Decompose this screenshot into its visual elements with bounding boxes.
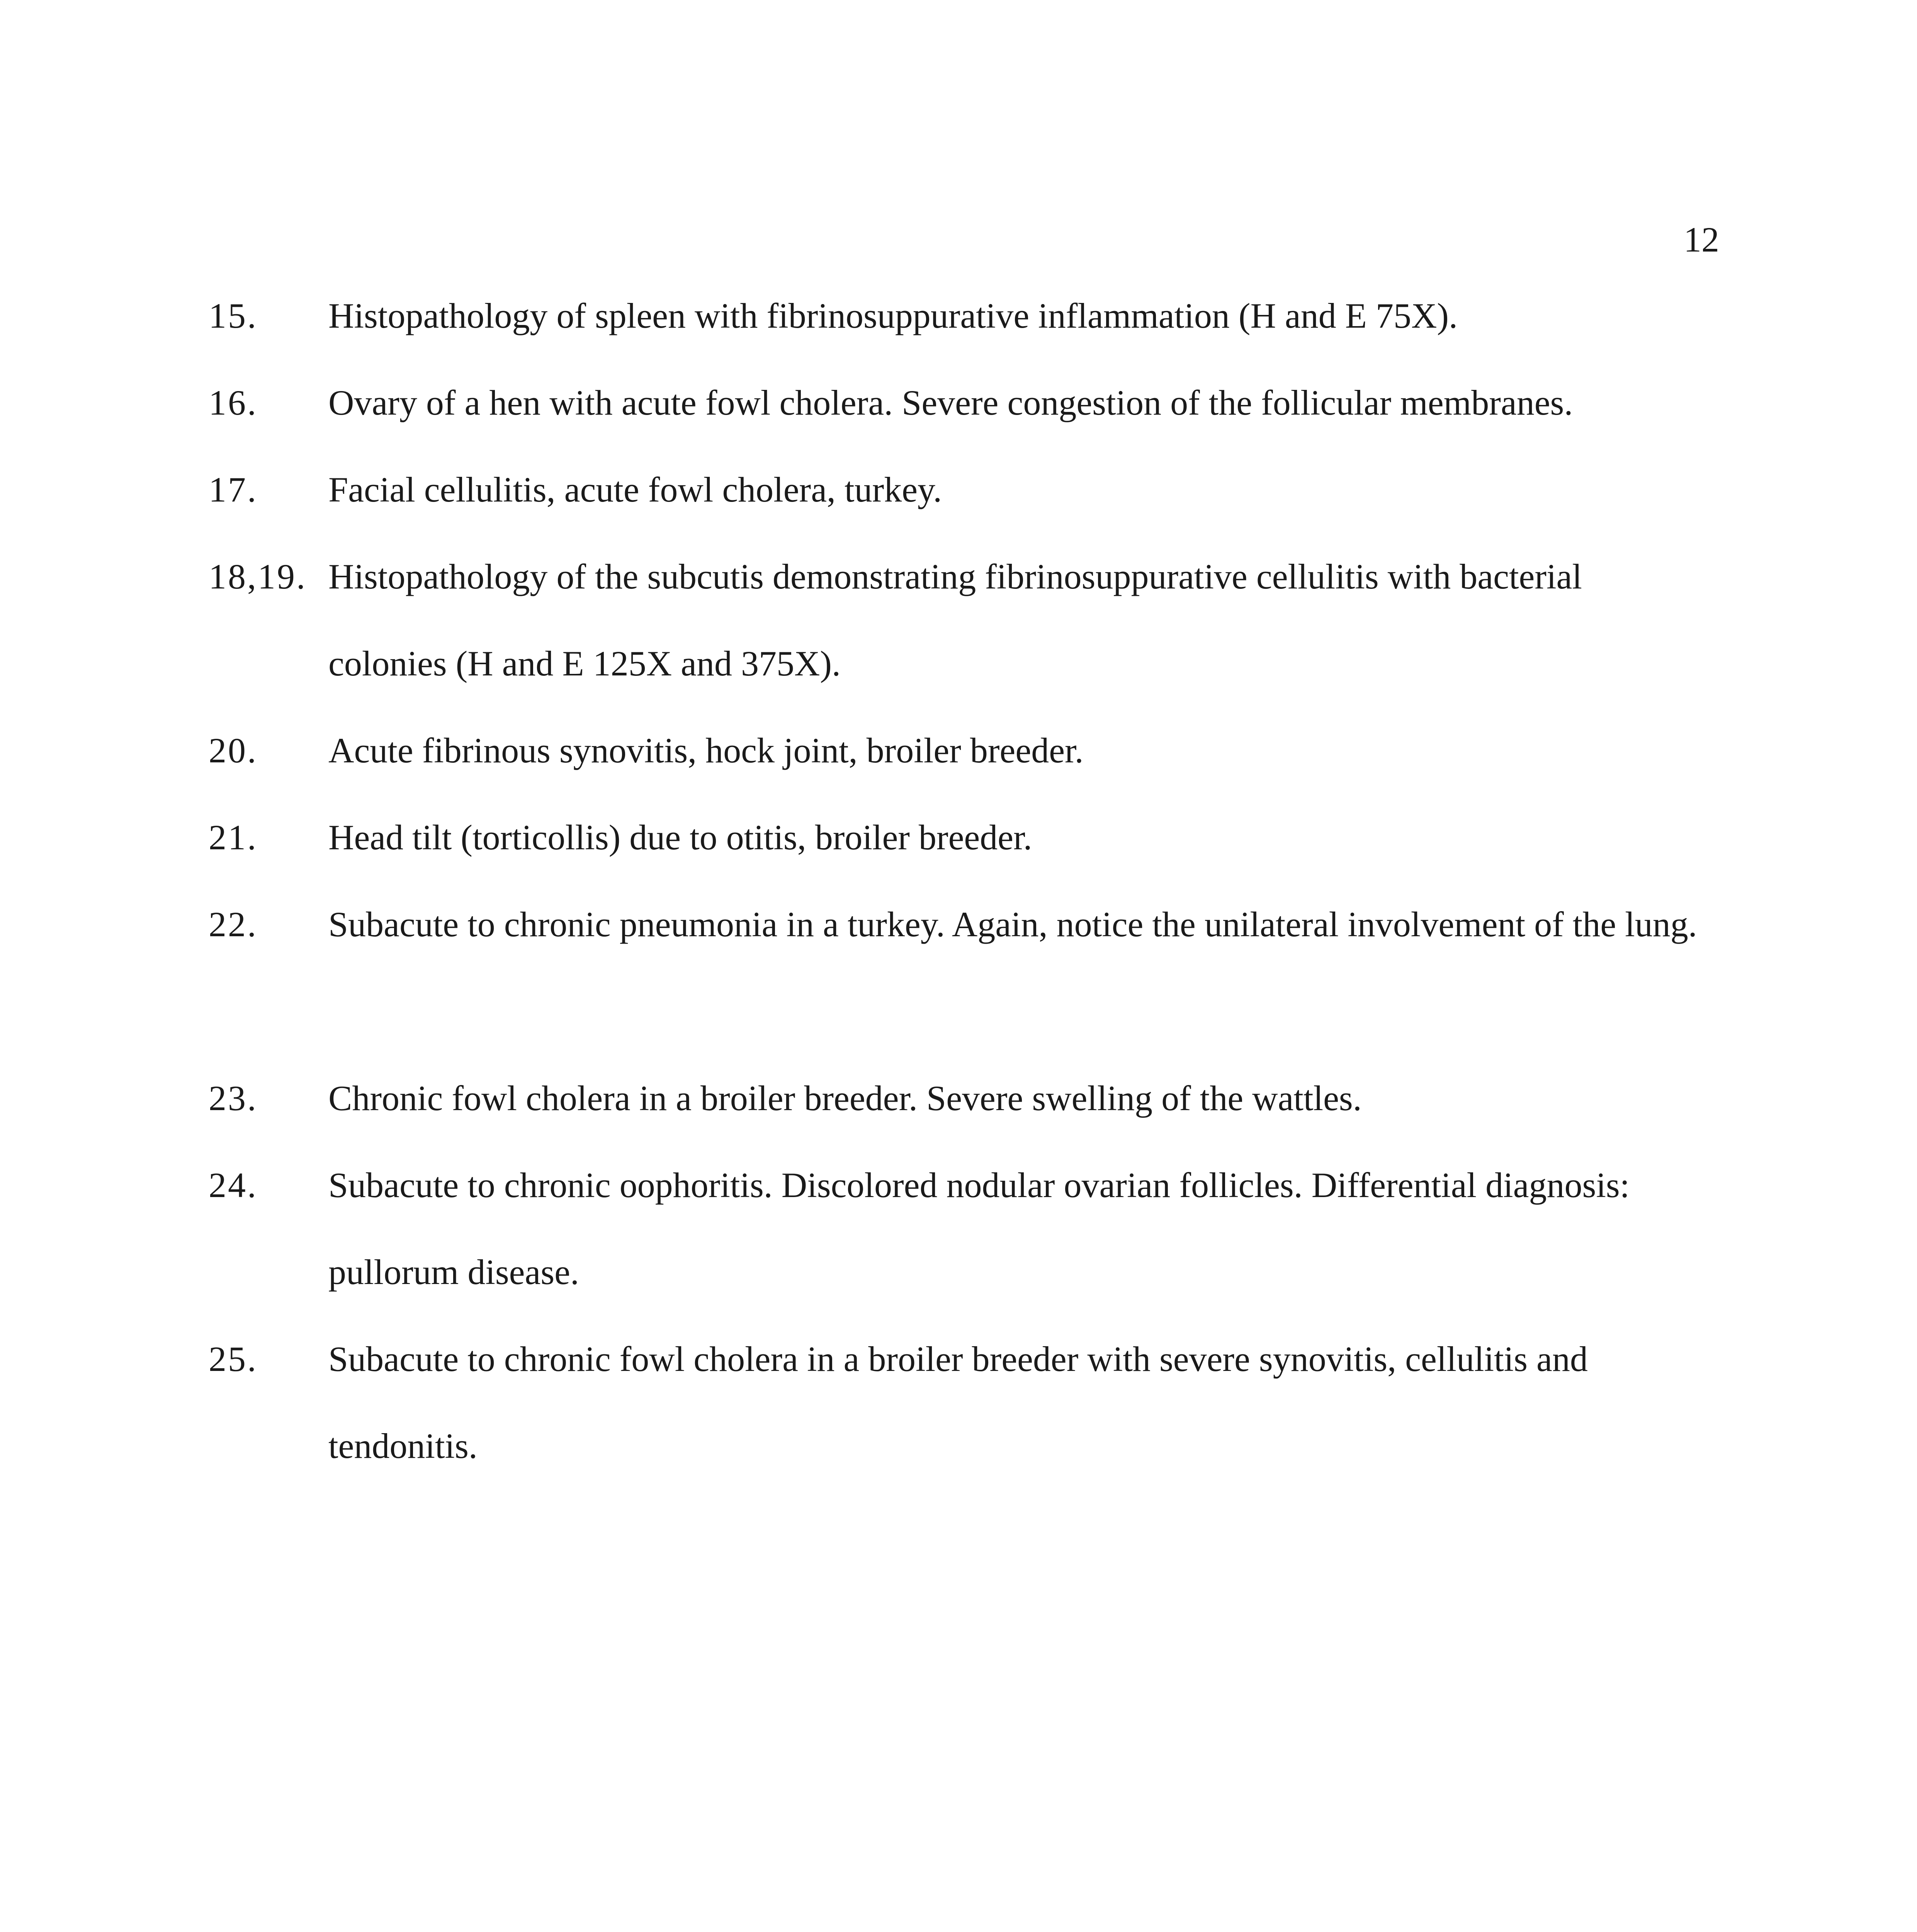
caption-text: Subacute to chronic pneumonia in a turkey. Again, notice the unilateral involvement of the lung.	[328, 905, 1697, 944]
caption-text: Ovary of a hen with acute fowl cholera. Severe congestion of the follicular membranes.	[328, 383, 1573, 422]
caption-number: 18,19.	[209, 557, 307, 596]
caption-number: 23.	[209, 1078, 258, 1118]
caption-number: 17.	[209, 470, 258, 509]
caption-text: Subacute to chronic fowl cholera in a broiler breeder with severe synovitis, cellulitis and tendonitis.	[328, 1339, 1588, 1466]
caption-text: Histopathology of spleen with fibrinosuppurative inflammation (H and E 75X).	[328, 296, 1458, 335]
caption-number: 20.	[209, 731, 258, 770]
caption-text: Facial cellulitis, acute fowl cholera, turkey.	[328, 470, 942, 509]
caption-number: 24.	[209, 1165, 258, 1205]
caption-number: 16.	[209, 383, 258, 422]
caption-number: 22.	[209, 905, 258, 944]
page-number: 12	[1684, 220, 1719, 259]
caption-text: Acute fibrinous synovitis, hock joint, broiler breeder.	[328, 731, 1084, 770]
caption-number: 15.	[209, 296, 258, 335]
caption-text: Subacute to chronic oophoritis. Discolored nodular ovarian follicles. Differential diagnosis: pullorum disease.	[328, 1165, 1630, 1292]
caption-text: Chronic fowl cholera in a broiler breeder. Severe swelling of the wattles.	[328, 1078, 1362, 1118]
caption-text: Histopathology of the subcutis demonstrating fibrinosuppurative cellulitis with bacterial colonies (H and E 125X and 375X).	[328, 557, 1582, 683]
caption-number: 21.	[209, 818, 258, 857]
caption-number: 25.	[209, 1339, 258, 1379]
caption-text: Head tilt (torticollis) due to otitis, broiler breeder.	[328, 818, 1032, 857]
